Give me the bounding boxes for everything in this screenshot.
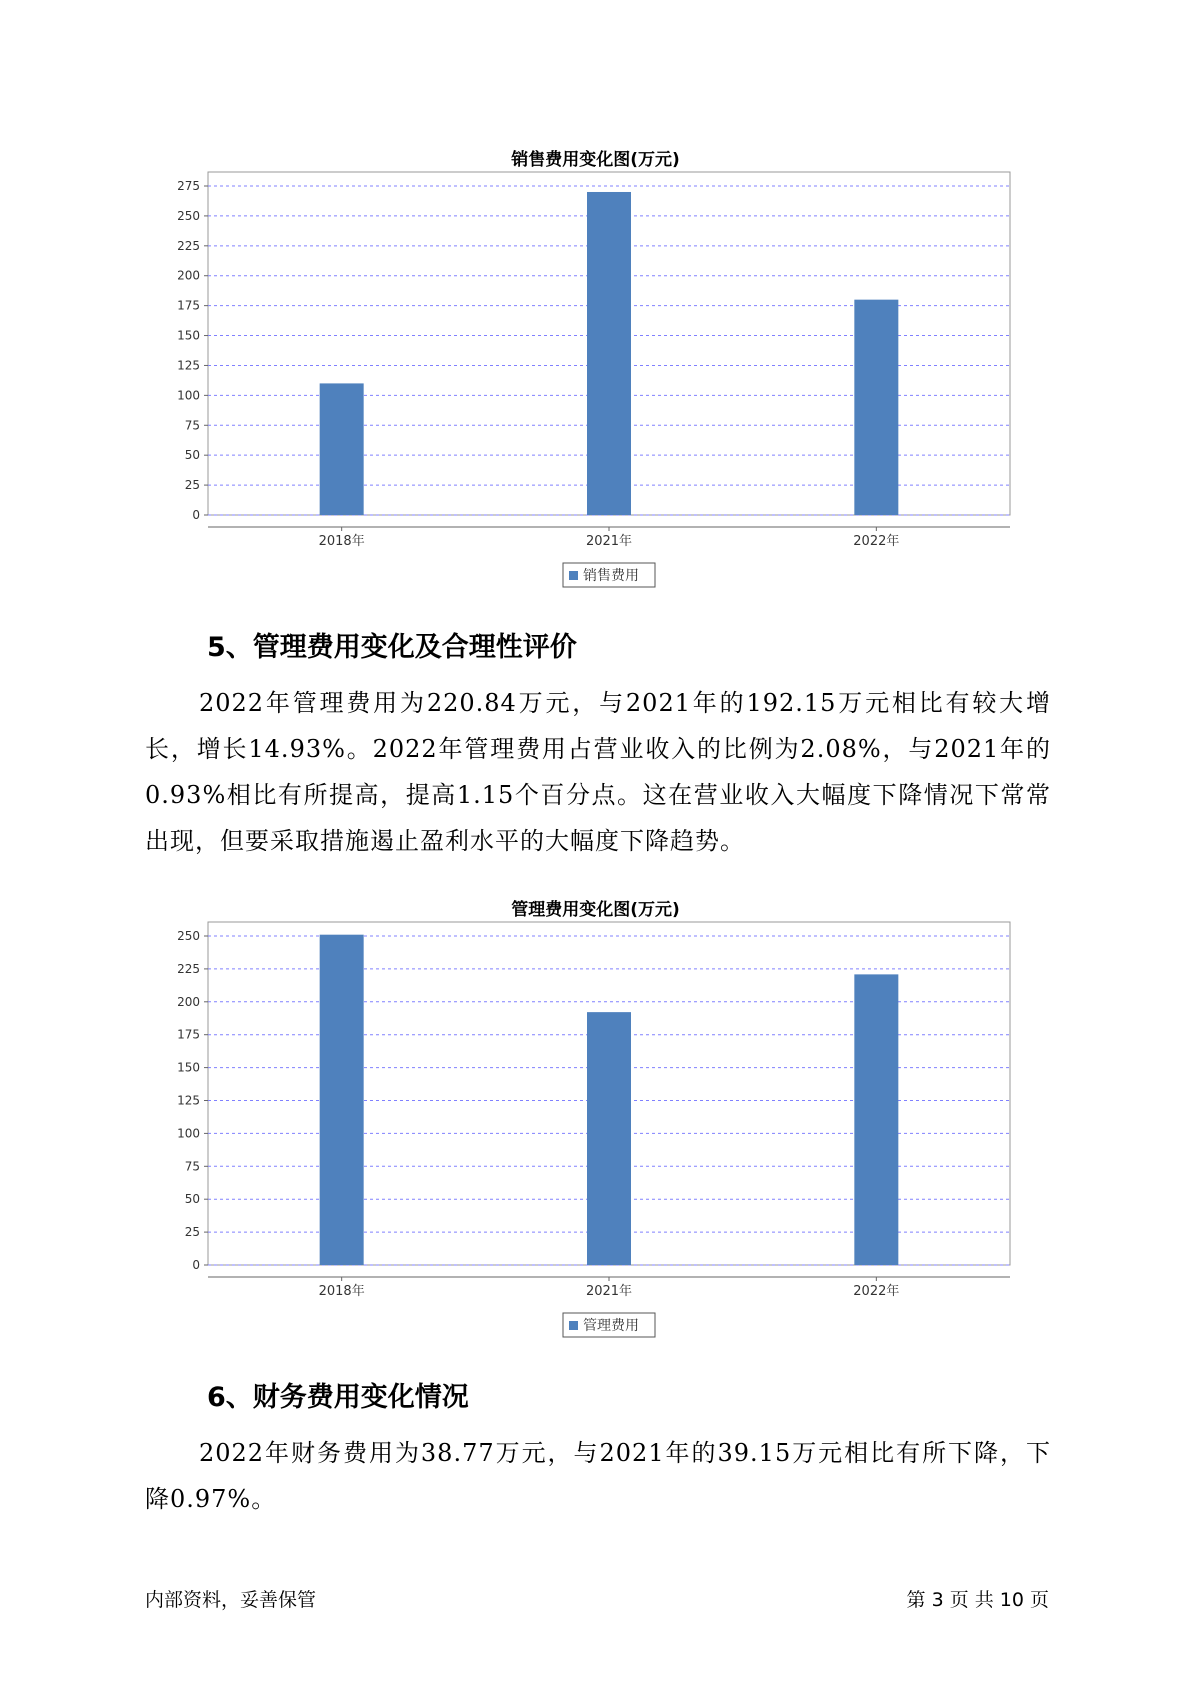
y-tick-label: 25: [184, 1225, 200, 1240]
y-tick-label: 100: [177, 1126, 200, 1141]
bar: [854, 300, 898, 515]
y-tick-label: 125: [177, 358, 200, 373]
bar: [854, 974, 898, 1265]
section5-paragraph: 2022年管理费用为220.84万元，与2021年的192.15万元相比有较大增长，增长14.93%。2022年管理费用占营业收入的比例为2.08%，与2021年的0.93%相比有所提高，提高1.15个百分点。这在营业收入大幅度下降情况下常常出现，但要采取措施遏止盈利水平的大幅度下降趋势。: [145, 689, 1051, 855]
bar: [587, 192, 631, 515]
y-tick-label: 25: [184, 478, 200, 493]
x-tick-label: 2018年: [318, 1284, 365, 1299]
admin-expense-chart: [0, 920, 1191, 1340]
y-tick-label: 175: [177, 1027, 200, 1042]
footer-confidential: 内部资料，妥善保管: [145, 1589, 317, 1611]
x-tick-label: 2021年: [585, 534, 633, 549]
sales-expense-chart: [0, 170, 1191, 590]
section6-heading: 6、财务费用变化情况: [207, 1382, 469, 1413]
bar: [320, 383, 364, 515]
y-tick-label: 100: [177, 388, 200, 403]
legend-swatch: [569, 571, 578, 580]
y-tick-label: 0: [192, 1258, 200, 1272]
y-tick-label: 75: [184, 1159, 200, 1174]
x-tick-label: 2021年: [585, 1284, 633, 1299]
y-tick-label: 150: [177, 1060, 200, 1075]
y-tick-label: 225: [177, 961, 200, 976]
y-tick-label: 275: [177, 179, 200, 193]
section6-paragraph: 2022年财务费用为38.77万元，与2021年的39.15万元相比有所下降，下降0.97%。: [145, 1439, 1051, 1513]
chart1-title: 销售费用变化图(万元): [511, 150, 680, 170]
x-tick-label: 2022年: [853, 1284, 900, 1299]
y-tick-label: 125: [177, 1093, 200, 1108]
y-tick-label: 200: [177, 994, 200, 1009]
y-tick-label: 175: [177, 298, 200, 313]
bar: [320, 935, 364, 1265]
y-tick-label: 0: [192, 508, 200, 522]
bar: [587, 1012, 631, 1265]
legend-swatch: [569, 1321, 578, 1330]
footer-page-number: 第 3 页 共 10 页: [906, 1589, 1049, 1611]
y-tick-label: 250: [177, 208, 200, 223]
y-tick-label: 150: [177, 328, 200, 343]
y-tick-label: 50: [184, 448, 200, 463]
y-tick-label: 225: [177, 238, 200, 253]
y-tick-label: 50: [184, 1192, 200, 1207]
y-tick-label: 200: [177, 268, 200, 283]
y-tick-label: 75: [184, 418, 200, 433]
legend-label: 管理费用: [583, 1318, 639, 1334]
section5-heading: 5、管理费用变化及合理性评价: [207, 632, 577, 663]
legend-label: 销售费用: [583, 568, 639, 584]
chart2-title: 管理费用变化图(万元): [511, 900, 680, 920]
x-tick-label: 2022年: [853, 534, 900, 549]
y-tick-label: 250: [177, 929, 200, 943]
x-tick-label: 2018年: [318, 534, 365, 549]
